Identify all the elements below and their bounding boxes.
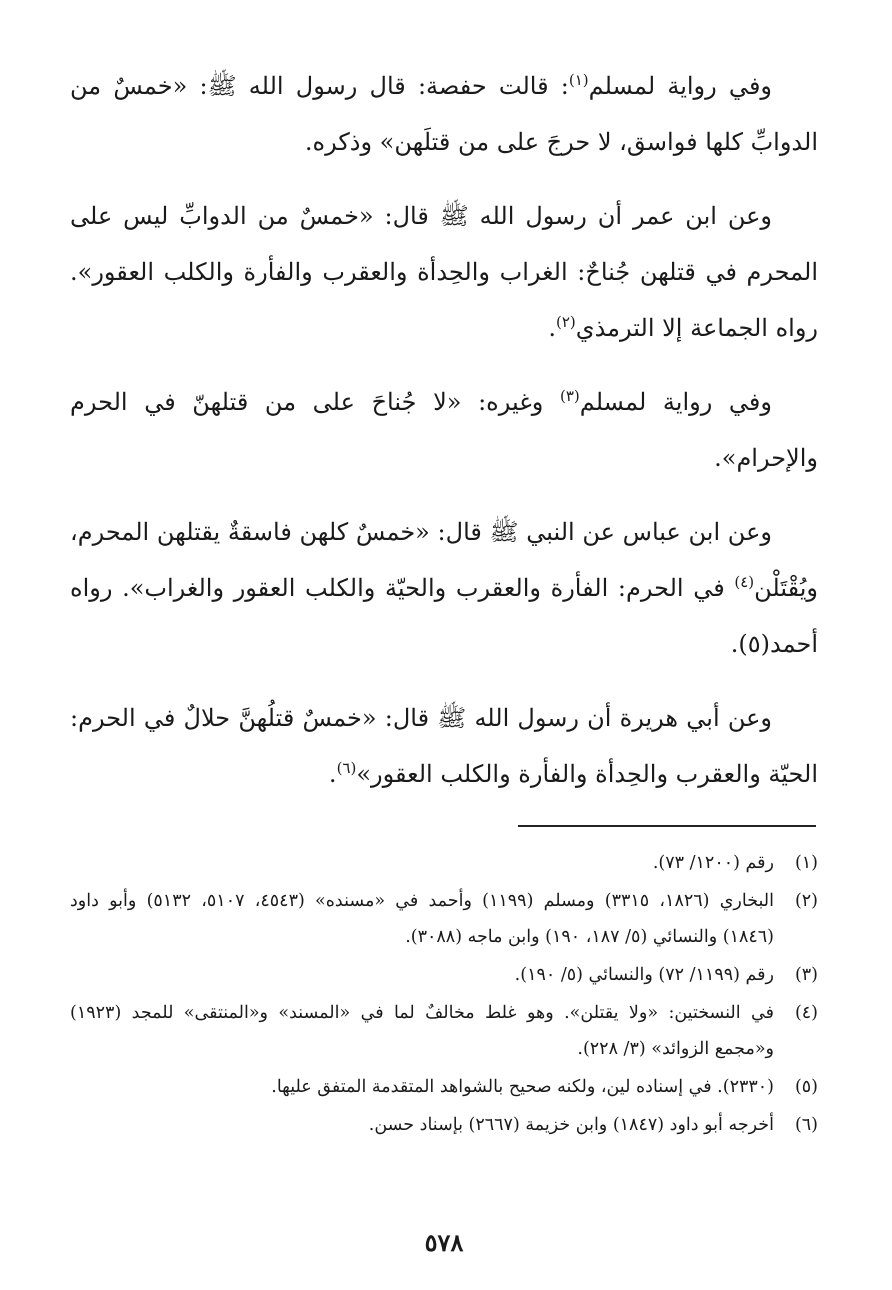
footnote-ref: (٤) [734, 573, 755, 591]
footnote-2 [70, 883, 818, 955]
paragraph-2 [70, 188, 818, 356]
paragraph-text: وفي رواية لمسلم [579, 388, 772, 416]
footnote-text: أخرجه أبو داود (١٨٤٧) وابن خزيمة (٢٦٦٧) بإسناد حسن. [368, 1115, 774, 1135]
footnotes [70, 845, 818, 1145]
footnote-text: رقم (١٢٠٠/ ٧٣). [652, 853, 774, 873]
footnote-text: البخاري (١٨٢٦، ٣٣١٥) ومسلم (١١٩٩) وأحمد في «مسنده» (٤٥٤٣، ٥١٠٧، ٥١٣٢) وأبو داود (١٨٤٦) والنسائي (٥/ ١٨٧، ١٩٠) وابن ماجه (٣٠٨٨). [70, 891, 774, 947]
page-number: ٥٧٨ [424, 1228, 464, 1257]
footnote-number: (٤) [794, 1003, 818, 1023]
footnote-5 [70, 1069, 818, 1105]
footnote-ref: (٦) [336, 759, 357, 777]
footnote-text: (٢٣٣٠). في إسناده لين، ولكنه صحيح بالشواهد المتقدمة المتفق عليها. [271, 1077, 774, 1097]
footnote-4 [70, 995, 818, 1067]
paragraph-text: في الحرم: الفأرة والعقرب والحيّة والكلب العقور والغراب». رواه أحمد(٥). [70, 574, 818, 658]
footnote-text: في النسختين: «ولا يقتلن». وهو غلط مخالفٌ لما في «المسند» و«المنتقى» للمجد (١٩٢٣) و«مجمع الزوائد» (٣/ ٢٢٨). [70, 1003, 774, 1059]
paragraph-text: وعن أبي هريرة أن رسول الله ﷺ قال: «خمسٌ قتلُهنَّ حلالٌ في الحرم: الحيّة والعقرب والحِدأة والفأرة والكلب العقور» [70, 704, 818, 788]
footnote-ref: (٣) [559, 387, 580, 405]
book-page [70, 58, 818, 1258]
footnote-number: (٣) [794, 965, 818, 985]
paragraph-text: وفي رواية لمسلم [588, 72, 772, 100]
footnote-text: رقم (١١٩٩/ ٧٢) والنسائي (٥/ ١٩٠). [514, 965, 774, 985]
paragraph-text: وعن ابن عمر أن رسول الله ﷺ قال: «خمسٌ من الدوابِّ ليس على المحرم في قتلهن جُناحٌ: الغراب والحِدأة والعقرب والفأرة والكلب العقور». رواه الجماعة إلا الترمذي [70, 202, 818, 342]
footnote-6 [70, 1107, 818, 1143]
footnote-ref: (١) [568, 71, 589, 89]
paragraph-3 [70, 374, 818, 486]
footnote-number: (٥) [794, 1077, 818, 1097]
paragraph-text: : قالت حفصة: قال رسول الله ﷺ: «خمسٌ من الدوابِّ كلها فواسق، لا حرجَ على من قتلَهن» وذكره. [70, 72, 818, 156]
paragraph-4 [70, 504, 818, 672]
footnote-number: (١) [794, 853, 818, 873]
paragraph-text: وعن ابن عباس عن النبي ﷺ قال: «خمسٌ كلهن فاسقةٌ يقتلهن المحرم، ويُقْتَلْن [70, 518, 818, 602]
paragraph-text: . [548, 314, 556, 342]
footnote-divider [518, 825, 816, 827]
paragraph-text: . [328, 760, 337, 788]
footnote-3 [70, 957, 818, 993]
footnote-1 [70, 845, 818, 881]
footnote-ref: (٢) [556, 313, 576, 331]
paragraph-5 [70, 690, 818, 802]
footnote-number: (٦) [794, 1115, 818, 1135]
paragraph-text: وغيره: «لا جُناحَ على من قتلهنّ في الحرم والإحرام». [70, 388, 818, 472]
footnote-number: (٢) [794, 891, 818, 911]
paragraph-1 [70, 58, 818, 170]
